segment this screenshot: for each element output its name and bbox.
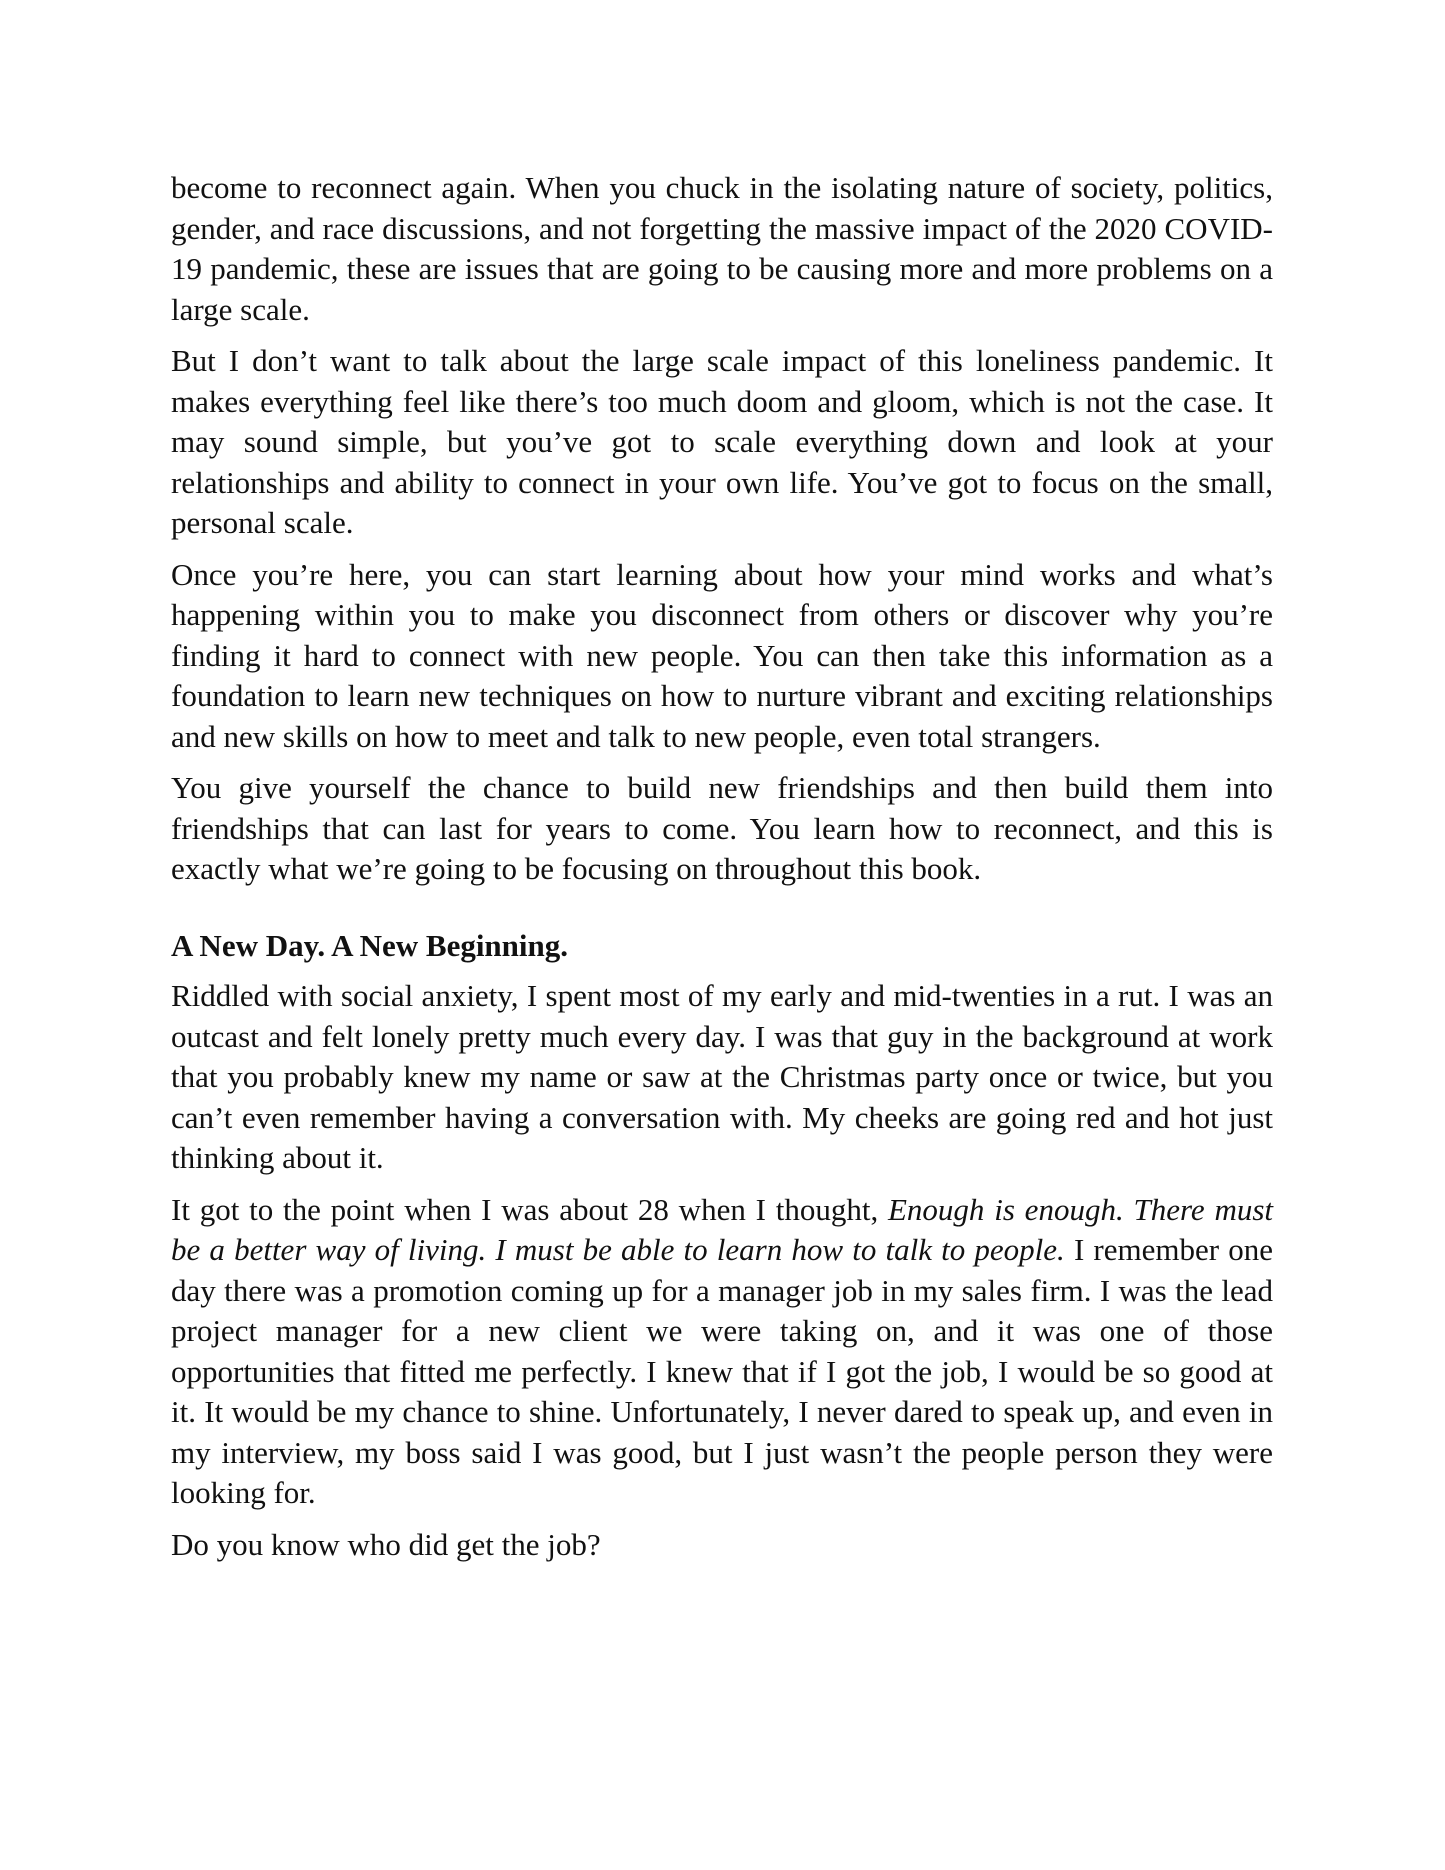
paragraph-question: Do you know who did get the job? xyxy=(171,1526,601,1562)
paragraph-social-anxiety: Riddled with social anxiety, I spent most of my early and mid-twenties in a rut. I was an outcast and felt lonely pretty much every day. I was that guy in the background at work that you probably knew my name or saw at the Christmas party once or twice, but you can’t even remember having a conversation with. My cheeks are going red and hot just thinking about it. xyxy=(171,978,1273,1175)
paragraph-large-scale: But I don’t want to talk about the large scale impact of this loneliness pandemic. It makes everything feel like there’s too much doom and gloom, which is not the case. It may sound simple, but you’ve got to scale everything down and look at your relationships and ability to connect in your own life. You’ve got to focus on the small, personal scale. xyxy=(171,343,1273,540)
paragraph-promotion-italic: Enough is enough. There must be a better way of living. I must be able to learn how to talk to people. xyxy=(171,1191,1274,1267)
section-heading: A New Day. A New Beginning. xyxy=(171,927,569,963)
paragraph-promotion-intro: It got to the point when I was about 28 when I thought, xyxy=(171,1191,888,1227)
paragraph-new-friendships: You give yourself the chance to build new friendships and then build them into friendships that can last for years to come. You learn how to reconnect, and this is exactly what we’re going to be focusing on throughout this book. xyxy=(171,770,1273,886)
paragraph-promotion xyxy=(171,1190,1273,1514)
page-body xyxy=(171,168,1273,1576)
paragraph-promotion-rest: I remember one day there was a promotion coming up for a manager job in my sales firm. I was the lead project manager for a new client we were taking on, and it was one of those opportunities that fitted me perfectly. I knew that if I got the job, I would be so good at it. It would be my chance to shine. Unfortunately, I never dared to speak up, and even in my interview, my boss said I was good, but I just wasn’t the people person they were looking for. xyxy=(171,1232,1273,1510)
paragraph-reconnect: become to reconnect again. When you chuck in the isolating nature of society, politics, gender, and race discussions, and not forgetting the massive impact of the 2020 COVID-19 pandemic, these are issues that are going to be causing more and more problems on a large scale. xyxy=(171,170,1273,327)
paragraph-once-here: Once you’re here, you can start learning about how your mind works and what’s happening within you to make you disconnect from others or discover why you’re finding it hard to connect with new people. You can then take this information as a foundation to learn new techniques on how to nurture vibrant and exciting relationships and new skills on how to meet and talk to new people, even total strangers. xyxy=(171,556,1273,754)
